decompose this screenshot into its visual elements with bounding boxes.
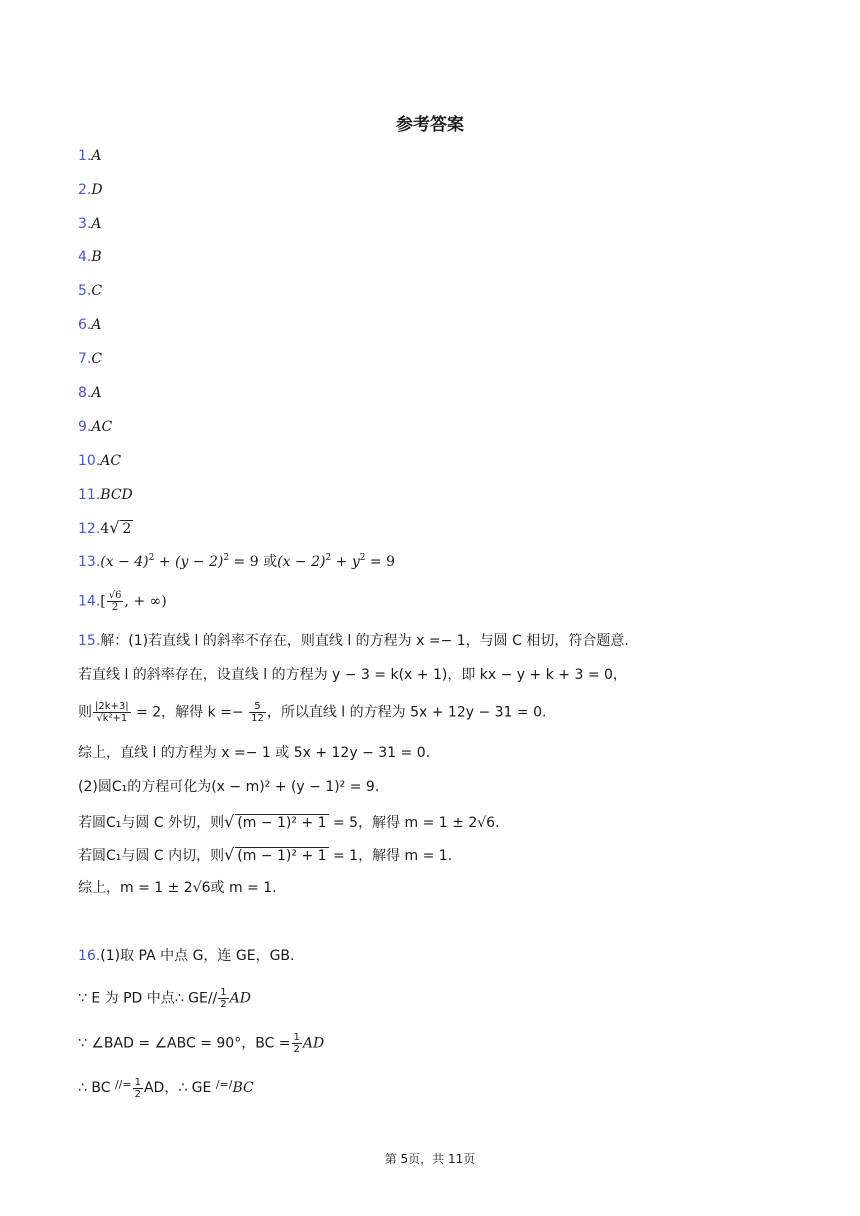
solution-line: 若直线 l 的斜率存在，设直线 l 的方程为 y − 3 = k(x + 1)，即 kx − y + k + 3 = 0， [78,667,627,683]
page-title: 参考答案 [396,115,464,135]
solution-text: (1)取 PA 中点 G，连 GE，GB. [100,948,295,964]
answer-line [78,418,112,436]
fraction-numerator: 1 [134,1076,141,1088]
answer-line [78,350,102,368]
radical-sign: √ [224,812,235,831]
solution-text: AD，∴ GE [143,1080,216,1096]
radicand: (m − 1)² + 1 [237,848,327,864]
equation-part: (x − 2) [277,554,326,570]
answer-line [78,147,101,165]
answer-line [78,486,133,504]
answer-line [78,248,102,266]
question-number: 1. [78,148,92,164]
fraction-numerator: 1 [293,1032,300,1043]
solution-text: 若圆C₁与圆 C 内切，则 [78,848,225,864]
answer-value: A [91,216,102,232]
fraction-numerator: 1 [220,987,227,998]
fraction [107,590,124,613]
interval-rest: , + ∞) [124,593,167,610]
fraction-denominator: 2 [220,999,227,1010]
answer-line [78,181,103,199]
answer-value: BCD [100,487,133,503]
fraction-denominator: √k²+1 [96,713,128,724]
exponent: 2 [223,553,230,563]
answer-line [78,452,121,470]
interval-bracket: [ [100,593,106,610]
solution-line [78,1076,254,1100]
page-footer: 第 5页，共 11页 [384,1152,476,1166]
answer-line [78,282,102,300]
fraction-denominator: 2 [111,602,119,613]
answer-line [78,519,133,538]
answer-line [78,316,101,334]
fraction [93,701,131,724]
question-number: 2. [78,182,92,198]
answer-line [78,553,395,571]
answer-line [78,590,167,613]
question-number: 16. [78,948,101,964]
fraction [133,1077,143,1100]
solution-line [78,701,546,724]
answer-value: A [91,385,102,401]
solution-line [78,947,294,965]
solution-text: AD [302,1035,325,1052]
solution-text: ∵ ∠BAD = ∠ABC = 90°，BC = [78,1035,291,1052]
solution-text: BC [232,1080,254,1096]
answer-value: A [91,148,102,164]
question-number: 11. [78,487,101,503]
solution-line [78,987,251,1010]
answer-coefficient: 4 [100,521,110,537]
answer-value: AC [91,419,113,435]
question-number: 6. [78,317,92,333]
radical-sign: √ [224,845,235,864]
parallel-equal-symbol: /=/ [215,1078,233,1091]
answer-value: B [91,249,102,265]
solution-text: ∵ E 为 PD 中点∴ GE// [78,990,218,1007]
answer-value: C [91,283,103,299]
question-number: 12. [78,521,101,537]
fraction-denominator: 12 [251,713,264,724]
solution-line [78,846,452,865]
equation-part: = 9 [229,554,264,570]
fraction-numerator: √6 [108,590,122,601]
solution-text: 则 [78,704,92,721]
solution-text: 解：(1)若直线 l 的斜率不存在，则直线 l 的方程为 x =− 1，与圆 C 相切，符合题意. [100,633,629,649]
solution-line: (2)圆C₁的方程可化为(x − m)² + (y − 1)² = 9. [78,779,380,795]
solution-text: = 5，解得 m = 1 ± 2√6. [328,815,500,831]
equation-part: + y [331,554,360,570]
fraction [249,701,266,724]
solution-text: 若圆C₁与圆 C 外切，则 [78,815,225,831]
question-number: 13. [78,554,101,570]
fraction-denominator: 2 [134,1088,141,1100]
question-number: 15. [78,633,101,649]
answer-line [78,215,101,233]
fraction-numerator: |2k+3| [95,701,129,712]
exponent: 2 [325,553,332,563]
question-number: 10. [78,453,101,469]
solution-line [78,632,629,650]
equation-part: = 9 [365,554,396,570]
question-number: 5. [78,283,92,299]
question-number: 14. [78,593,101,610]
solution-text: = 1，解得 m = 1. [328,848,453,864]
solution-text: ，所以直线 l 的方程为 5x + 12y − 31 = 0. [266,704,547,721]
fraction-numerator: 5 [249,701,266,713]
fraction-denominator: 2 [293,1044,300,1055]
parallel-equal-symbol: //= [114,1078,132,1091]
solution-line [78,1032,324,1055]
question-number: 4. [78,249,92,265]
solution-text: ∴ BC [78,1080,115,1096]
question-number: 3. [78,216,92,232]
answer-value: C [91,351,103,367]
exponent: 2 [148,553,155,563]
question-number: 8. [78,385,92,401]
fraction [218,987,228,1010]
question-number: 9. [78,419,92,435]
solution-line [78,813,500,832]
answer-value: D [91,182,103,198]
question-number: 7. [78,351,92,367]
solution-line: 综上，直线 l 的方程为 x =− 1 或 5x + 12y − 31 = 0. [78,745,431,761]
solution-text: = 2，解得 k =− [131,704,249,721]
fraction [292,1032,302,1055]
answer-value: AC [100,453,122,469]
equation-part: + (y − 2) [154,554,224,570]
solution-text: AD [229,990,251,1007]
solution-line: 综上，m = 1 ± 2√6或 m = 1. [78,880,277,896]
radical-sign: √ [109,518,120,537]
equation-part: (x − 4) [100,554,149,570]
answer-line [78,384,101,402]
exponent: 2 [359,553,366,563]
answer-radicand: 2 [122,521,132,537]
radicand: (m − 1)² + 1 [237,815,327,831]
equation-or: 或 [263,554,278,570]
answer-value: A [91,317,102,333]
